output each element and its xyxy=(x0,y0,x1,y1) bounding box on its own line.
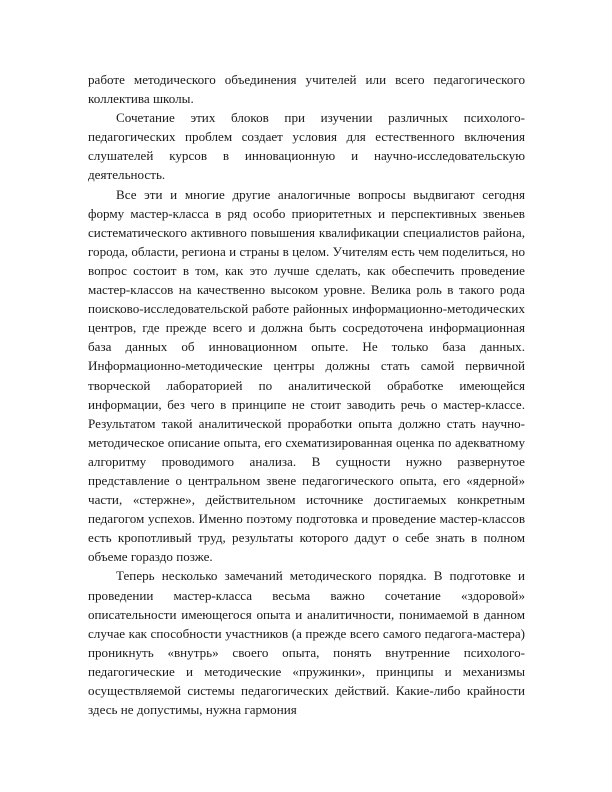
document-page xyxy=(88,70,525,719)
paragraph-block-combination: Сочетание этих блоков при изучении различных психолого-педагогических проблем создает условия для естественного включения слушателей курсов в инновационную и научно-исследовательскую деятельность. xyxy=(88,110,525,183)
paragraph-master-class-priority: Все эти и многие другие аналогичные вопросы выдвигают сегодня форму мастер-класса в ряд особо приоритетных и перспективных звеньев систематического активного повышения квалификации специалистов района, города, области, региона и страны в целом. Учителям есть чем поделиться, но вопрос состоит в том, как это лучше сделать, как обеспечить проведение мастер-классов на качественно высоком уровне. Велика роль в такого рода поисково-исследовательской работе районных информационно-методических центров, где прежде всего и должна быть сосредоточена информационная база данных об инновационном опыте. Не только база данных. Информационно-методические центры должны стать самой первичной творческой лабораторией по аналитической обработке имеющейся информации, без чего в принципе не стоит заводить речь о мастер-классе. Результатом такой аналитической проработки опыта должно стать научно-методическое описание опыта, его схематизированная оценка по адекватному алгоритму проводимого анализа. В сущности нужно развернутое представление о центральном звене педагогического опыта, его «ядерной» части, «стержне», действительном источнике достигаемых конкретным педагогом успехов. Именно поэтому подготовка и проведение мастер-классов есть кропотливый труд, результаты которого дадут о себе знать в полном объеме гораздо позже. xyxy=(88,186,525,565)
paragraph-continuation: работе методического объединения учителей или всего педагогического коллектива школы. xyxy=(88,72,525,107)
paragraph-methodical-remarks: Теперь несколько замечаний методического порядка. В подготовке и проведении мастер-класса весьма важно сочетание «здоровой» описательности имеющегося опыта и аналитичности, понимаемой в данном случае как способности участников (а прежде всего самого педагога-мастера) проникнуть «внутрь» своего опыта, понять внутренние психолого-педагогические и методические «пружинки», принципы и механизмы осуществляемой системы педагогических действий. Какие-либо крайности здесь не допустимы, нужна гармония xyxy=(88,568,525,718)
